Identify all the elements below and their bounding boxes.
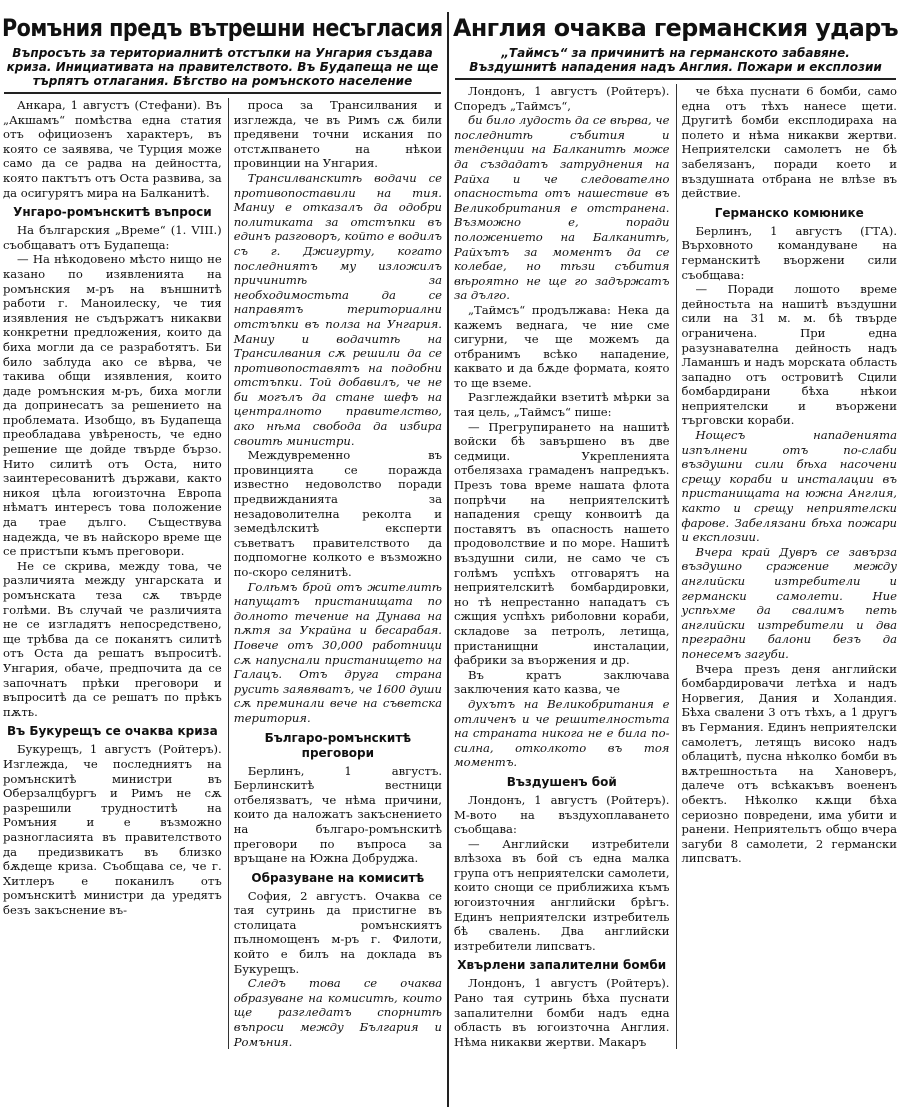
column-4 — [676, 84, 898, 1049]
paragraph: София, 2 августъ. Очаква се тая сутринь да пристигне въ столицата ромънскиятъ пълномощенъ м-ръ г. Филоти, който е билъ на доклада въ Букурещъ. — [233, 888, 442, 976]
paragraph: Лондонъ, 1 августъ (Ройтеръ). Рано тая сутринь бѣха пуснати запалителни бомби надъ една область въ югоизточна Англия. Нѣма никакви жертви. Макаръ — [454, 976, 670, 1049]
paragraph: — Поради лошото време дейностьта на нашитѣ въздушни сили на 31 м. м. бѣ твърде ограничена. При една разузнавателна дейность надъ Ламаншъ и надъ морската область западно отъ островитѣ Сцили бомбардирани бѣха нѣкои неприятелски и въоржени търговски кораби. — [681, 282, 897, 428]
subheadline-england: „Таймсъ“ за причинитѣ на германското забавяне. Въздушнитѣ нападения надъ Англия. Пожари и експлозии — [469, 46, 882, 74]
divider — [455, 78, 896, 80]
paragraph: Разглеждайки взетитѣ мѣрки за тая цель, „Таймсъ“ пише: — [454, 390, 670, 420]
section-heading: Унгаро-ромънскитѣ въпроси — [13, 205, 212, 220]
section-heading: Българо-ромънскитѣ преговори — [264, 730, 412, 760]
paragraph: че бѣха пуснати 6 бомби, само една отъ тѣхъ нанесе щети. Другитѣ бомби експлодираха на полето и нѣма никакви жертви. Неприятелски самолетъ не бѣ забелязанъ, поради което и въздушната отбрана не влѣзе въ действие. — [681, 84, 897, 201]
paragraph-italic: би било лудость да се вѣрва, че последнитѣ събития и тенденции на Балканитѣ може да създадатъ затруднения на Райха и че следователно опасностьта отъ нашествие въ Великобритания е отстранена. Възможно е, поради положението на Балканитѣ, Райхътъ за моментъ да се колебае, но тѣзи събития вѣроятно не ще го задържатъ за дълго. — [454, 113, 670, 303]
paragraph: проса за Трансилвания и изглежда, че въ Римъ сѫ били предявени точни искания по отстѫпването на нѣкои провинции на Унгария. — [233, 98, 442, 171]
paragraph-italic: Вчера край Дувръ се завърза въздушно сражение между английски изтребители и германски самолети. Ние успѣхме да свалимъ петь английски изтребители и два преградни балони безъ да понесемъ загуби. — [681, 544, 897, 661]
paragraph: — Английски изтребители влѣзоха въ бой съ една малка група отъ неприятелски самолети, които снощи се приближиха къмъ югоизточния английски брѣгъ. Единъ неприятелски изтребитель бѣ свалень. Два английски изтребители липсватъ. — [454, 836, 670, 953]
column-1 — [3, 98, 222, 1049]
section-heading: Хвърлени запалителни бомби — [457, 958, 667, 973]
paragraph-italic: Нощесъ нападенията изпълнени отъ по-слаби въздушни сили бѣха насочени срещу кораби и инсталации въ пристанищата на южна Англия, както и срещу неприятелски фарове. Забелязани бѣха пожари и експлозии. — [681, 428, 897, 545]
headline-england: Англия очаква германския ударъ — [453, 14, 898, 42]
paragraph: Берлинъ, 1 августъ (ГТА). Върховното командуване на германскитѣ въоржени сили съобщава: — [681, 223, 897, 282]
paragraph: Берлинъ, 1 августъ. Берлинскитѣ вестници отбелязватъ, че нѣма причини, които да наложатъ закъснението на българо-ромънскитѣ преговори по въпроса за връщане на Южна Добруджа. — [233, 763, 442, 866]
paragraph: — Прегрупирането на нашитѣ войски бѣ завършено въ две седмици. Укрепленията отбелязаха грамаденъ напредъкъ. Презъ това време нашата флота попрѣчи на неприятелскитѣ нападения срещу конвоитѣ да поставятъ въ опасность нашето продоволствие и по море. Нашитѣ въздушни сили, не само че съ голѣмъ успѣхъ отговарятъ на неприятелскитѣ бомбардировки, но тѣ непрестанно нападатъ съ сжщия успѣхъ риболовни кораби, складове за петролъ, летища, пристанищни инсталации, фабрики за въоржения и др. — [454, 419, 670, 668]
article-england — [451, 0, 900, 1049]
subheadline-romania: Въпросъть за териториалнитѣ отстъпки на Унгария създава криза. Инициативата на правителството. Въ Будапеща не ще търпятъ отлагания. Бѣгство на ромънското население — [6, 46, 439, 88]
section-heading: Въ Букурещъ се очаква криза — [7, 724, 218, 739]
paragraph: Анкара, 1 августъ (Стефани). Въ „Акшамъ“ помѣства една статия отъ официозенъ характеръ, въ която се заявява, че Турция може само да се радва на дейността, която пактътъ отъ Оста развива, за да осигурятъ мира на Балканитѣ. — [3, 98, 222, 200]
paragraph: Междувременно въ провинцията се поражда известно недоволство поради предвижданията за незадоволителна реколта и земедѣлскитѣ експерти съветватъ правителството да подпомогне колкото е възможно по-скоро селянитѣ. — [233, 448, 442, 579]
paragraph: Не се скрива, между това, че различията между унгарската и ромънската теза сѫ твърде голѣми. Въ случай че различията не се изгладятъ непосредствено, ще трѣбва да се поканятъ силитѣ отъ Оста да решатъ въпроситѣ. Унгария, обаче, предпочита да се започнатъ прѣки преговори и въпроситѣ да се решатъ по прѣкъ пѫть. — [3, 558, 222, 719]
section-heading: Въздушенъ бой — [506, 774, 617, 789]
article-romania — [0, 0, 445, 1049]
paragraph: — На нѣкодовено мѣсто нищо не казано по изявленията на ромънския м-ръ на външнитѣ работи г. Маноилеску, че тия изявления не съдържатъ никакви конкретни предложения, които да биха могли да се разработятъ. Би било заблуда ако се вѣрва, че такива общи изявления, които даде ромънския м-ръ, биха могли да допринесатъ за решението на проблемата. Изобщо, въ Будапеща преобладава увѣреность, че едно решение ще дойде твърде бързо. Нито силитѣ отъ Оста, нито заинтересованитѣ държави, както никоя цѣла югоизточна Европа нѣматъ интересъ това положение да трае дълго. Съществува надежда, че въ найскоро време ще се пристъпи къмъ преговори. — [3, 252, 222, 559]
paragraph-italic: духътъ на Великобритания е отличенъ и че решителностьта на страната никога не е била по-силна, отколкото въ тоя моментъ. — [454, 696, 670, 770]
paragraph: Букурещъ, 1 августъ (Ройтеръ). Изглежда, че последниятъ на ромънскитѣ министри въ Оберзалцбургъ и Римъ не сѫ разрешили трудноститѣ на Ромъния и е възможно разногласията въ правителството да предизвикатъ въ близко бѫдеще криза. Съобщава се, че г. Хитлеръ е поканилъ отъ ромънскитѣ министри да уредятъ безъ закъснение въ- — [3, 742, 222, 917]
column-3 — [454, 84, 670, 1049]
paragraph-italic: Голѣмъ брой отъ жителитѣ напущатъ пристанищата по долното течение на Дунава на пѫтя за Украйна и бесарабая. Повече отъ 30,000 работници сѫ напуснали пристанището на Галацъ. Отъ друга страна русить заявяватъ, че 1600 души сѫ преминали вече на съветска територия. — [233, 579, 442, 725]
paragraph: Лондонъ, 1 августъ (Ройтеръ). М-вото на въздухоплаването съобщава: — [454, 792, 670, 837]
section-heading: Германско комюнике — [714, 205, 864, 220]
column-2 — [228, 98, 442, 1049]
paragraph: Лондонъ, 1 августъ (Ройтеръ). Споредъ „Таймсъ“, — [454, 84, 670, 113]
paragraph: Въ кратъ заключава заключения като казва, че — [454, 667, 670, 697]
column-divider — [447, 12, 449, 1107]
paragraph: На българския „Време“ (1. VIII.) съобщаватъ отъ Будапеща: — [3, 223, 222, 252]
section-heading: Образуване на комиситѣ — [251, 870, 425, 885]
divider — [4, 92, 441, 94]
paragraph-italic: Следъ това се очаква образуване на комиситѣ, които ще разгледатъ спорнитѣ въпроси между България и Ромъния. — [233, 976, 442, 1049]
headline-romania: Ромъния предъ вътрешни несъгласия — [2, 14, 443, 42]
paragraph: Вчера презъ деня английски бомбардировачи летѣха и надъ Норвегия, Дания и Холандия. Бѣха свалени 3 отъ тѣхъ, а 1 другъ въ Германия. Единъ неприятелски самолетъ, летящъ високо надъ облацитѣ, пусна нѣколко бомби въ вѫтрешностьта на Хановеръ, далече отъ всѣкакъвъ воененъ обектъ. Нѣколко кѫщи бѣха сериозно повредени, има убити и ранени. Неприятельтъ общо вчера загуби 8 самолети, 2 германски липсватъ. — [681, 661, 897, 866]
paragraph: „Таймсъ“ продължава: Нека да кажемъ веднага, че ние сме сигурни, че ще можемъ да отбранимъ всѣко нападение, каквато и да бѫде формата, която то ще вземе. — [454, 302, 670, 390]
paragraph-italic: Трансилванскитѣ водачи се противопоставили на тия. Маниу е отказалъ да одобри политиката за отстъпки въ единъ разговоръ, който е водилъ съ г. Джигурту, когато последниятъ му изложилъ причинитѣ за необходимостьта да се направятъ териториални отстъпки въ полза на Унгария. Маниу и водачитѣ на Трансилвания сѫ решили да се противопоставятъ на подобни отстъпки. Той добавилъ, че не би могълъ да стане шефъ на централното правителство, ако нѣма свобода да избира своитѣ министри. — [233, 170, 442, 448]
